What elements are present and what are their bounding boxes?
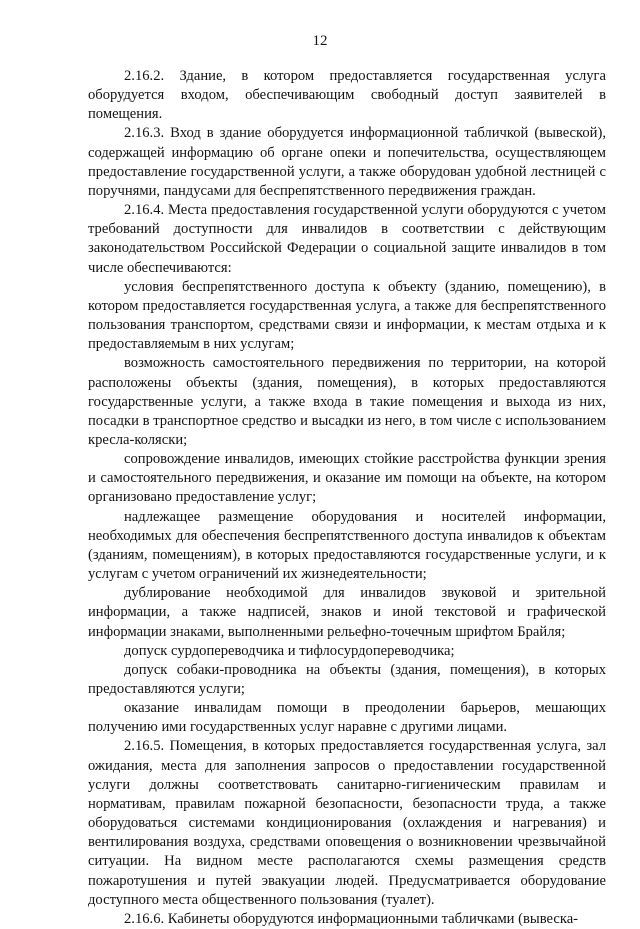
- paragraph-2-16-4: 2.16.4. Места предоставления государственной услуги оборудуются с учетом требований доступности для инвалидов в соответствии с действующим законодательством Российской Федерации о социальной защите инвалидов в том числе обеспечиваются:: [88, 202, 606, 276]
- list-item-guide-dog: допуск собаки-проводника на объекты (здания, помещения), в которых предоставляются услуги;: [88, 661, 606, 697]
- list-item-independent-movement: возможность самостоятельного передвижения по территории, на которой расположены объекты (здания, помещения), в которых предоставляются государственные услуги, а также входа в такие помещения и выхода из них, посадки в транспортное средство и высадки из него, в том числе с использованием кресла-коляски;: [88, 355, 606, 448]
- page-number: 12: [312, 33, 328, 49]
- list-item-access-conditions: условия беспрепятственного доступа к объекту (зданию, помещению), в котором предоставляется государственная услуга, а также для беспрепятственного пользования транспортом, средствами связи и информации, к местам отдыха и к предоставляемым в них услугам;: [88, 278, 606, 353]
- paragraph-2-16-5: 2.16.5. Помещения, в которых предоставляется государственная услуга, зал ожидания, места для заполнения запросов о предоставлении государственной услуги должны соответствовать санитарно-гигиеническим правилам и нормативам, правилам пожарной безопасности, безопасности труда, а также оборудоваться системами кондиционирования (охлаждения и нагревания) и вентилирования воздуха, средствами оповещения о возникновении чрезвычайной ситуации. На видном месте располагаются схемы размещения средств пожаротушения и путей эвакуации людей. Предусматривается оборудование доступного места общественного пользования (туалет).: [88, 738, 606, 908]
- paragraph-2-16-3: 2.16.3. Вход в здание оборудуется информационной табличкой (вывеской), содержащей информацию об органе опеки и попечительства, осуществляющем предоставление государственной услуги, а также оборудован удобной лестницей с поручнями, пандусами для беспрепятственного передвижения граждан.: [88, 125, 606, 199]
- list-item-information-duplication: дублирование необходимой для инвалидов звуковой и зрительной информации, а также надписей, знаков и иной текстовой и графической информации знаками, выполненными рельефно-точечным шрифтом Брайля;: [88, 585, 606, 640]
- list-item-barrier-assistance: оказание инвалидам помощи в преодолении барьеров, мешающих получению ими государственных услуг наравне с другими лицами.: [88, 700, 606, 736]
- document-body: [88, 67, 606, 929]
- list-item-equipment-placement: надлежащее размещение оборудования и носителей информации, необходимых для обеспечения беспрепятственного доступа инвалидов к объектам (зданиям, помещениям), в которых предоставляются государственные услуги, и к услугам с учетом ограничений их жизнедеятельности;: [88, 508, 606, 583]
- paragraph-2-16-6: 2.16.6. Кабинеты оборудуются информационными табличками (вывеска-: [124, 910, 579, 927]
- list-item-escort: сопровождение инвалидов, имеющих стойкие расстройства функции зрения и самостоятельного передвижения, и оказание им помощи на объекте, на котором организовано предоставление услуг;: [88, 451, 606, 506]
- paragraph-2-16-2: 2.16.2. Здание, в котором предоставляется государственная услуга оборудуется входом, обеспечивающим свободный доступ заявителей в помещения.: [88, 68, 606, 123]
- list-item-sign-interpreter: допуск сурдопереводчика и тифлосурдопереводчика;: [124, 642, 455, 659]
